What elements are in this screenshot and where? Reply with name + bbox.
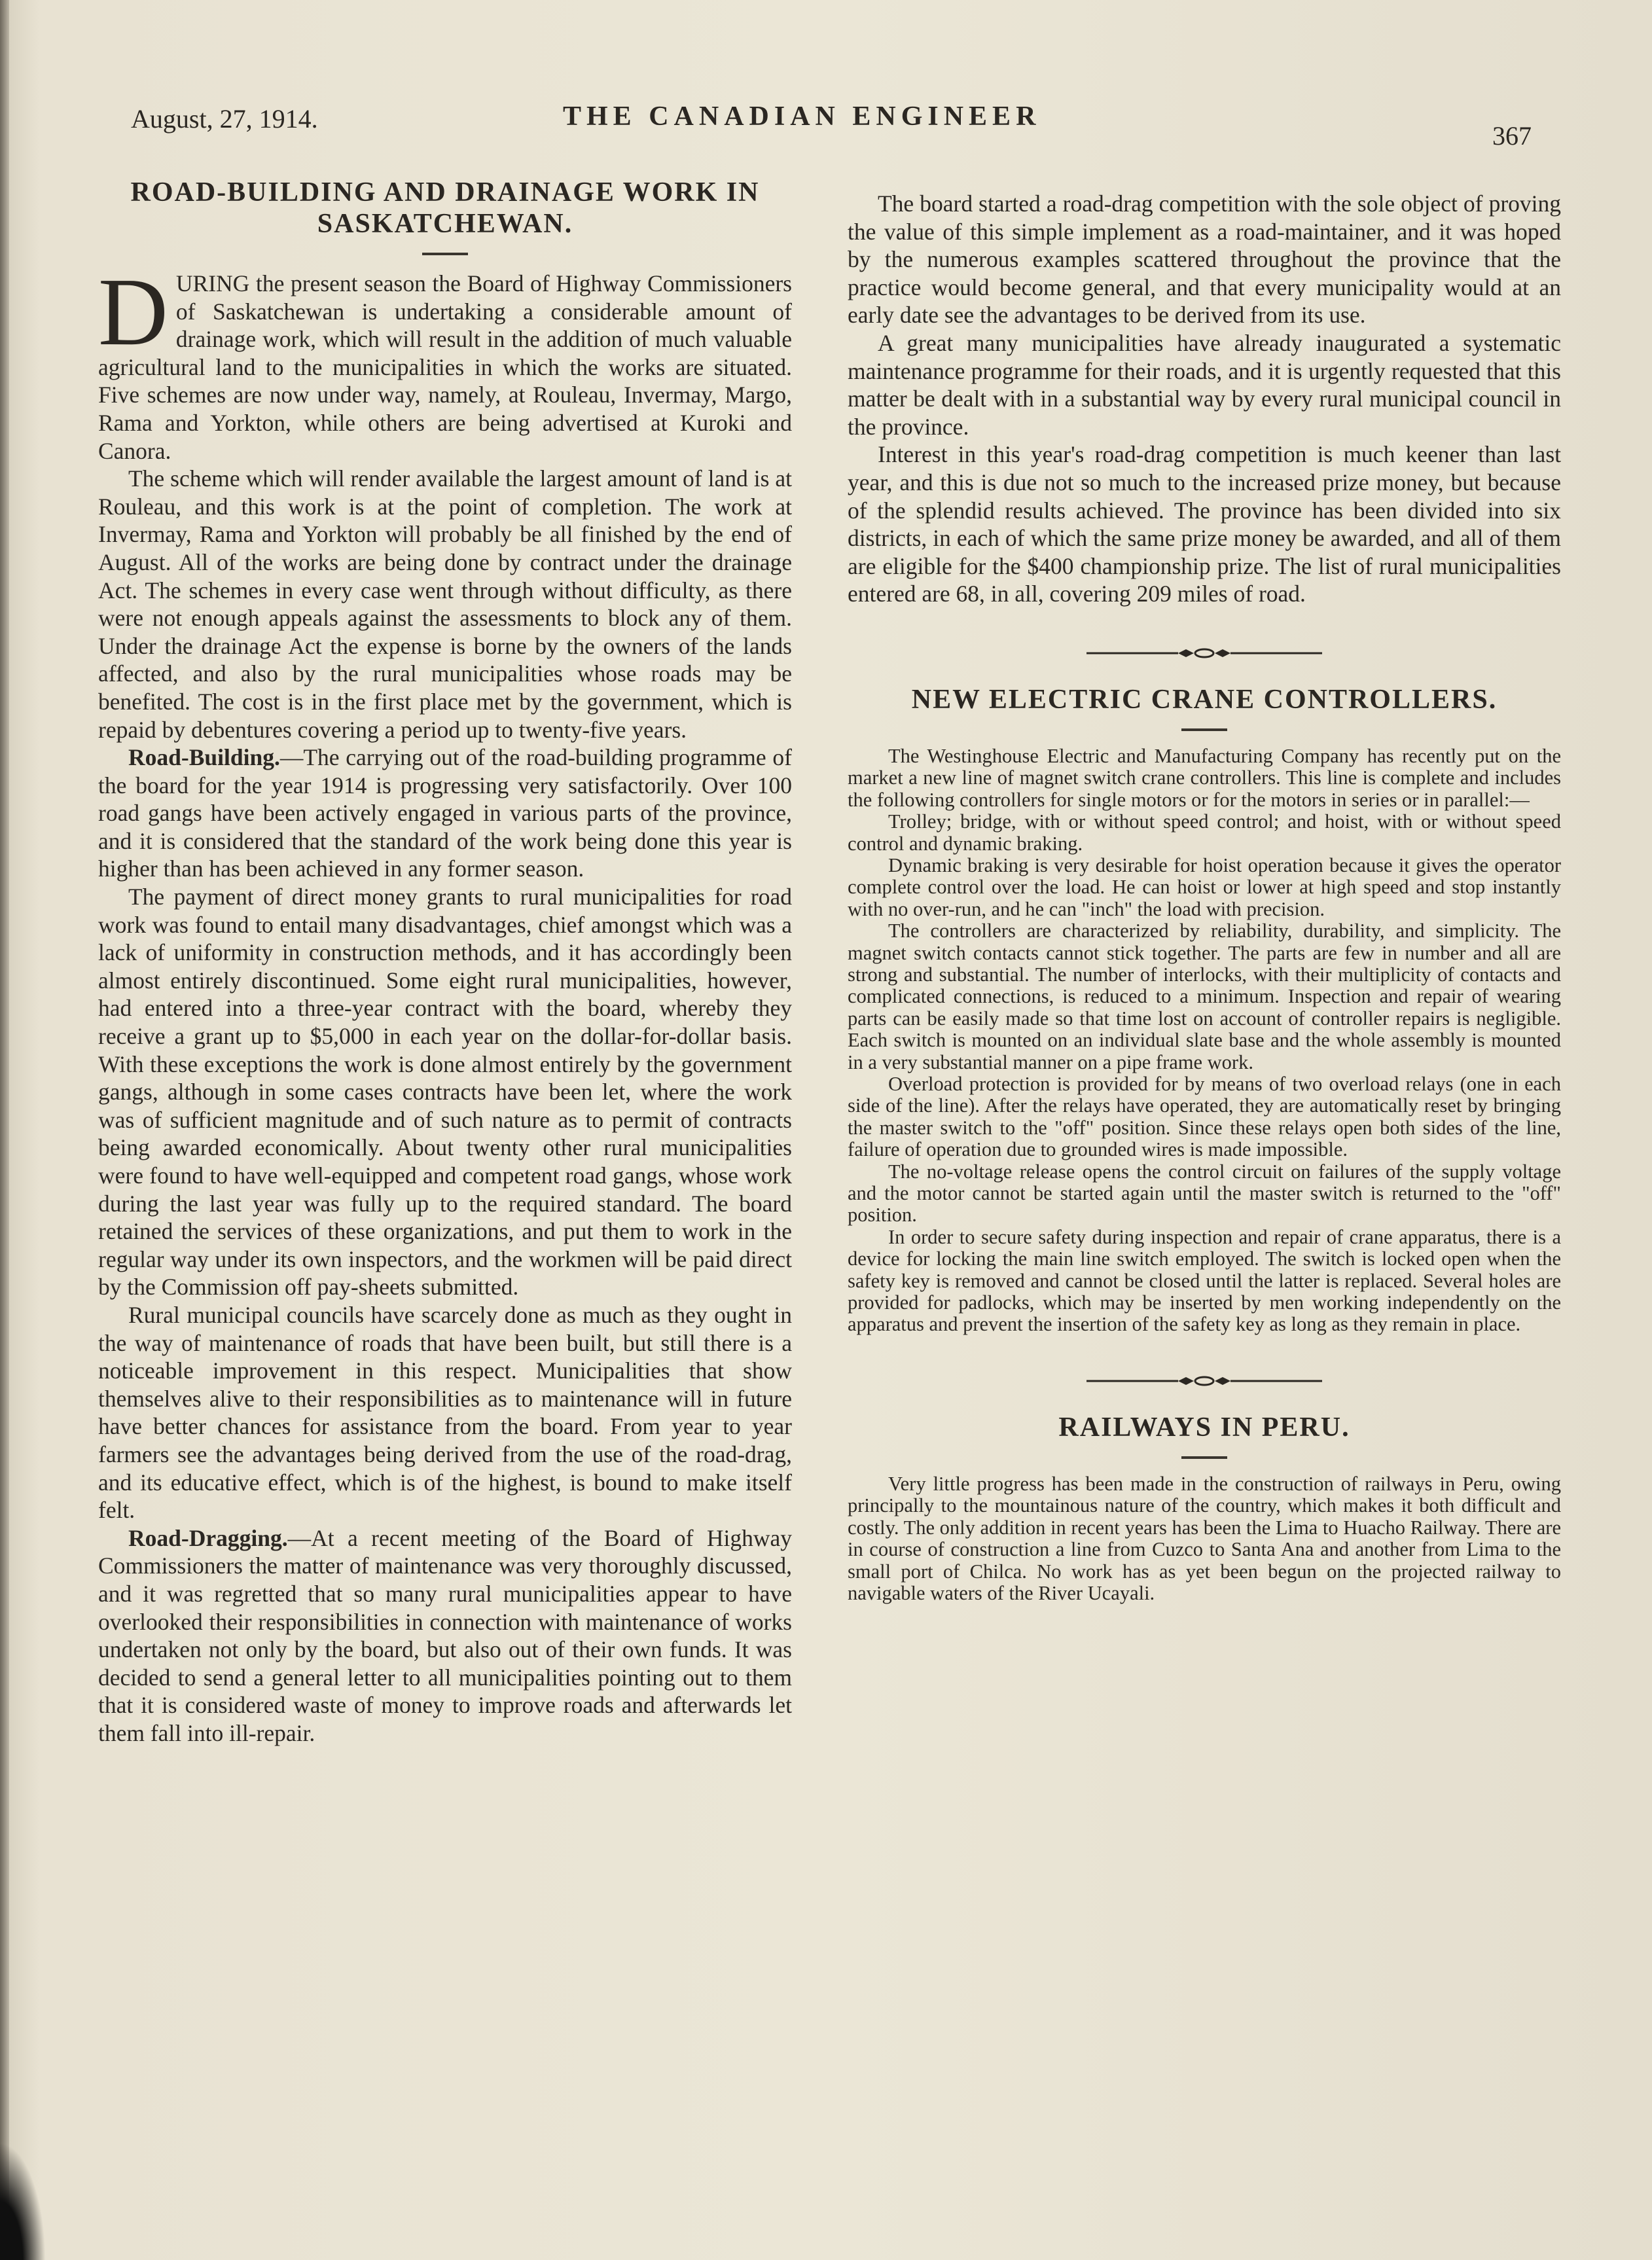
- article1-paragraph-6: [98, 1524, 792, 1748]
- road-building-heading: Road-Building.: [128, 744, 280, 771]
- right-column: [848, 190, 1561, 1604]
- left-column: [98, 177, 792, 1747]
- article1-paragraph-4: The payment of direct money grants to rural municipalities for road work was found to entail many disadvantages, chief amongst which was a lack of uniformity in construction methods, and it has accordingly been almost entirely discontinued. Some eight rural municipalities, however, had entered into a three-year contract with the board, whereby they receive a grant up to $5,000 in each year on the dollar-for-dollar basis. With these exceptions the work is done almost entirely by the government gangs, although in some cases contracts have been let, where the work was of sufficient magnitude and of such nature as to permit of contracts being awarded economically. About twenty other rural municipalities were found to have well-equipped and competent road gangs, whose work during the last year was fully up to the required standard. The board retained the services of these organizations, and put them to work in the regular way under its own inspectors, and the workmen will be paid direct by the Commission off pay-sheets submitted.: [98, 884, 792, 1300]
- running-header: [131, 98, 1532, 151]
- article1-paragraph-3: [98, 744, 792, 883]
- article2-paragraph-1: The Westinghouse Electric and Manufacturing Company has recently put on the market a new line of magnet switch crane controllers. This line is complete and includes the following controllers for single motors or for the motors in series or in parallel:—: [848, 744, 1561, 811]
- article3-title: RAILWAYS IN PERU.: [1058, 1412, 1350, 1443]
- article2-paragraph-6: The no-voltage release opens the control circuit on failures of the supply voltage and the motor cannot be started again until the master switch is returned to the "off" position.: [848, 1160, 1561, 1227]
- header-page-number: 367: [1492, 121, 1532, 151]
- book-spine-shadow: [0, 0, 9, 2260]
- title-rule: [1181, 728, 1227, 731]
- article2-paragraph-2: Trolley; bridge, with or without speed control; and hoist, with or without speed control and dynamic braking.: [848, 810, 1561, 855]
- article1-title: ROAD-BUILDING AND DRAINAGE WORK IN SASKATCHEWAN.: [130, 177, 760, 239]
- section-ornament: [1086, 1371, 1322, 1391]
- article2-paragraph-4: The controllers are characterized by reliability, durability, and simplicity. The magnet switch contacts cannot stick together. The parts are few in number and all are strong and substantial. The number of interlocks, with their multiplicity of contacts and complicated connections, is reduced to a minimum. Inspection and repair of wearing parts can be easily made so that time lost on account of controller repairs is negligible. Each switch is mounted on an individual slate base and the whole assembly is mounted in a very substantial manner on a pipe frame work.: [848, 920, 1561, 1073]
- article2-paragraph-7: In order to secure safety during inspection and repair of crane apparatus, there is a device for locking the main line switch employed. The switch is locked open when the safety key is removed and cannot be closed until the latter is replaced. Several holes are provided for padlocks, which may be inserted by men working independently on the apparatus and prevent the insertion of the safety key as long as they remain in place.: [848, 1225, 1561, 1336]
- article1-paragraph-7: The board started a road-drag competition with the sole object of proving the value of this simple implement as a road-maintainer, and it was hoped by the numerous examples scattered throughout the province that the practice would become general, and that every municipality would at an early date see the advantages to be derived from its use.: [848, 190, 1561, 329]
- article1-paragraph-3-text: —The carrying out of the road-building programme of the board for the year 1914 is progressing very satisfactorily. Over 100 road gangs have been actively engaged in various parts of the province, and it is considered that the standard of the work being done this year is higher than has been achieved in any former season.: [98, 744, 792, 882]
- drop-cap: D: [98, 259, 168, 366]
- article2-title: NEW ELECTRIC CRANE CONTROLLERS.: [911, 684, 1498, 715]
- page-corner-shadow: [0, 2142, 46, 2260]
- article1-paragraph-9: Interest in this year's road-drag competition is much keener than last year, and this is due not so much to the increased prize money, but because of the splendid results achieved. The province has been divided into six districts, in each of which the same prize money be awarded, and all of them are eligible for the $400 championship prize. The list of rural municipalities entered are 68, in all, covering 209 miles of road.: [848, 441, 1561, 607]
- title-rule: [1181, 1456, 1227, 1459]
- road-dragging-heading: Road-Dragging.: [128, 1524, 288, 1551]
- title-rule: [422, 253, 468, 255]
- header-date: August, 27, 1914.: [131, 104, 318, 134]
- section-ornament: [1086, 643, 1322, 663]
- article2-paragraph-3: Dynamic braking is very desirable for hoist operation because it gives the operator complete control over the load. He can hoist or lower at high speed and stop instantly with no over-run, and he can "inch" the load with precision.: [848, 853, 1561, 920]
- article3-paragraph-1: Very little progress has been made in the construction of railways in Peru, owing principally to the mountainous nature of the country, which makes it both difficult and costly. The only addition in recent years has been the Lima to Huacho Railway. There are in course of construction a line from Cuzco to Santa Ana and another from Lima to the small port of Chilca. No work has as yet been begun on the projected railway to navigable waters of the River Ucayali.: [848, 1472, 1562, 1604]
- header-journal-title: THE CANADIAN ENGINEER: [563, 101, 1041, 132]
- article1-paragraph-5: Rural municipal councils have scarcely done as much as they ought in the way of maintenance of roads that have been built, but still there is a noticeable improvement in this respect. Municipalities that show themselves alive to their responsibilities as to maintenance will in future have better chances for assistance from the board. From year to year farmers see the advantages being derived from the use of the road-drag, and its educative effect, which is of the highest, is bound to make itself felt.: [98, 1301, 792, 1524]
- article1-paragraph-1-text: URING the present season the Board of Highway Commissioners of Saskatchewan is undertaking a considerable amount of drainage work, which will result in the addition of much valuable agricultural land to the municipalities in which the works are situated. Five schemes are now under way, namely, at Rouleau, Invermay, Margo, Rama and Yorkton, while others are being advertised at Kuroki and Canora.: [98, 270, 792, 464]
- article1-paragraph-1: [98, 259, 792, 465]
- article2-paragraph-5: Overload protection is provided for by means of two overload relays (one in each side of the line). After the relays have operated, they are automatically reset by bringing the master switch to the "off" position. Since these relays open both sides of the line, failure of operation due to grounded wires is made impossible.: [848, 1073, 1561, 1161]
- article1-paragraph-6-text: —At a recent meeting of the Board of Highway Commissioners the matter of maintenance was very thoroughly discussed, and it was regretted that so many rural municipalities appear to have overlooked their responsibilities in connection with maintenance of works undertaken not only by the board, but also out of their own funds. It was decided to send a general letter to all municipalities pointing out to them that it is considered waste of money to improve roads and afterwards let them fall into ill-repair.: [98, 1524, 792, 1746]
- article1-paragraph-8: A great many municipalities have already inaugurated a systematic maintenance programme for their roads, and it is urgently requested that this matter be dealt with in a substantial way by every rural municipal council in the province.: [848, 329, 1561, 440]
- article1-paragraph-2: The scheme which will render available the largest amount of land is at Rouleau, and this work is at the point of completion. The work at Invermay, Rama and Yorkton will probably be all finished by the end of August. All of the works are being done by contract under the drainage Act. The schemes in every case went through without difficulty, as there were not enough appeals against the assessments to block any of them. Under the drainage Act the expense is borne by the owners of the lands affected, and also by the rural municipalities whose roads may be benefited. The cost is in the first place met by the government, which is repaid by debentures covering a period up to twenty-five years.: [98, 465, 792, 743]
